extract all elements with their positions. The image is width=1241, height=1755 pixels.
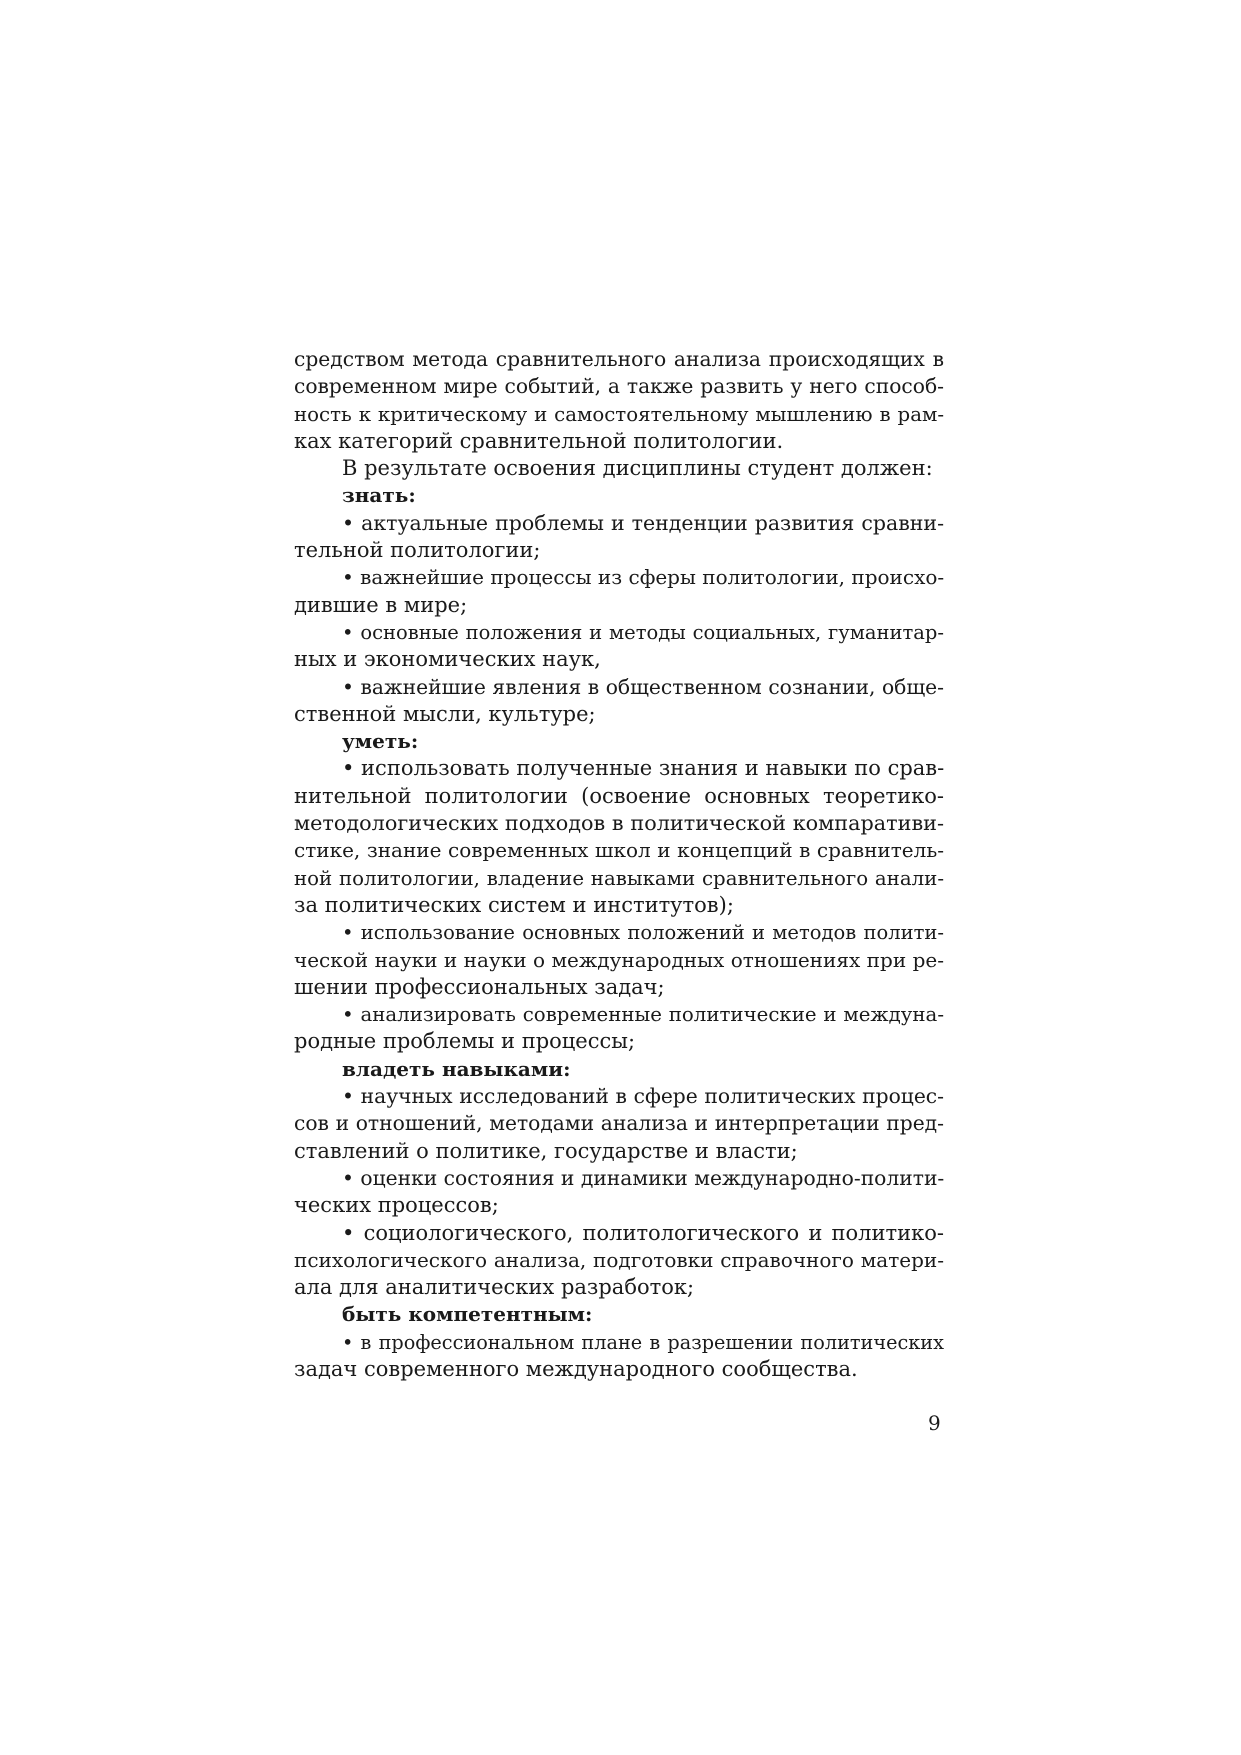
text-line: • использование основных положений и методов полити- [342,921,944,945]
text-line: ала для аналитических разработок; [294,1275,695,1300]
text-line: ственной мысли, культуре; [294,701,596,726]
page-body-text [294,346,944,1383]
text-line: • научных исследований в сфере политических процес- [342,1084,944,1109]
text-line: ческой науки и науки о международных отношениях при ре- [294,947,944,972]
text-line: • важнейшие процессы из сферы политологии, происхо- [342,565,945,590]
text-line: задач современного международного сообщества. [294,1356,858,1381]
text-line: ческих процессов; [294,1193,499,1218]
text-line: • в профессиональном плане в разрешении политических [342,1330,944,1354]
text-line: стике, знание современных школ и концепций в сравнитель- [294,838,944,863]
text-line: шении профессиональных задач; [294,974,665,999]
text-line: • социологического, политологического и политико- [342,1220,944,1245]
text-line: • использовать полученные знания и навыки по срав- [342,756,945,781]
text-line: ставлений о политике, государстве и власти; [294,1138,798,1163]
section-heading: знать: [342,483,416,508]
text-line: ках категорий сравнительной политологии. [294,428,784,453]
section-heading: владеть навыками: [342,1056,571,1081]
text-line: ных и экономических наук, [294,647,601,672]
section-heading: уметь: [342,729,419,754]
text-line: психологического анализа, подготовки справочного матери- [294,1247,944,1272]
text-line: ность к критическому и самостоятельному мышлению в рам- [294,402,944,426]
text-line: средством метода сравнительного анализа происходящих в [294,347,944,371]
text-line: В результате освоения дисциплины студент должен: [342,456,933,481]
text-line: современном мире событий, а также развить у него способ- [294,374,944,399]
text-line: сов и отношений, методами анализа и интерпретации пред- [294,1111,944,1136]
text-line: дившие в мире; [294,592,468,617]
section-heading: быть компетентным: [342,1302,593,1327]
text-line: • основные положения и методы социальных, гуманитар- [342,620,944,644]
page-number: 9 [928,1411,941,1435]
text-line: • актуальные проблемы и тенденции развития сравни- [342,510,944,535]
text-line: за политических систем и институтов); [294,892,734,917]
text-line: методологических подходов в политической компаративи- [294,811,944,836]
text-line: ной политологии, владение навыками сравнительного анали- [294,866,944,890]
text-line: нительной политологии (освоение основных теоретико- [294,783,944,808]
text-line: родные проблемы и процессы; [294,1029,636,1054]
text-line: • анализировать современные политические и междуна- [342,1003,944,1027]
text-line: • важнейшие явления в общественном сознании, обще- [342,674,944,699]
text-line: • оценки состояния и динамики международно-полити- [342,1165,945,1190]
text-line: тельной политологии; [294,538,541,563]
